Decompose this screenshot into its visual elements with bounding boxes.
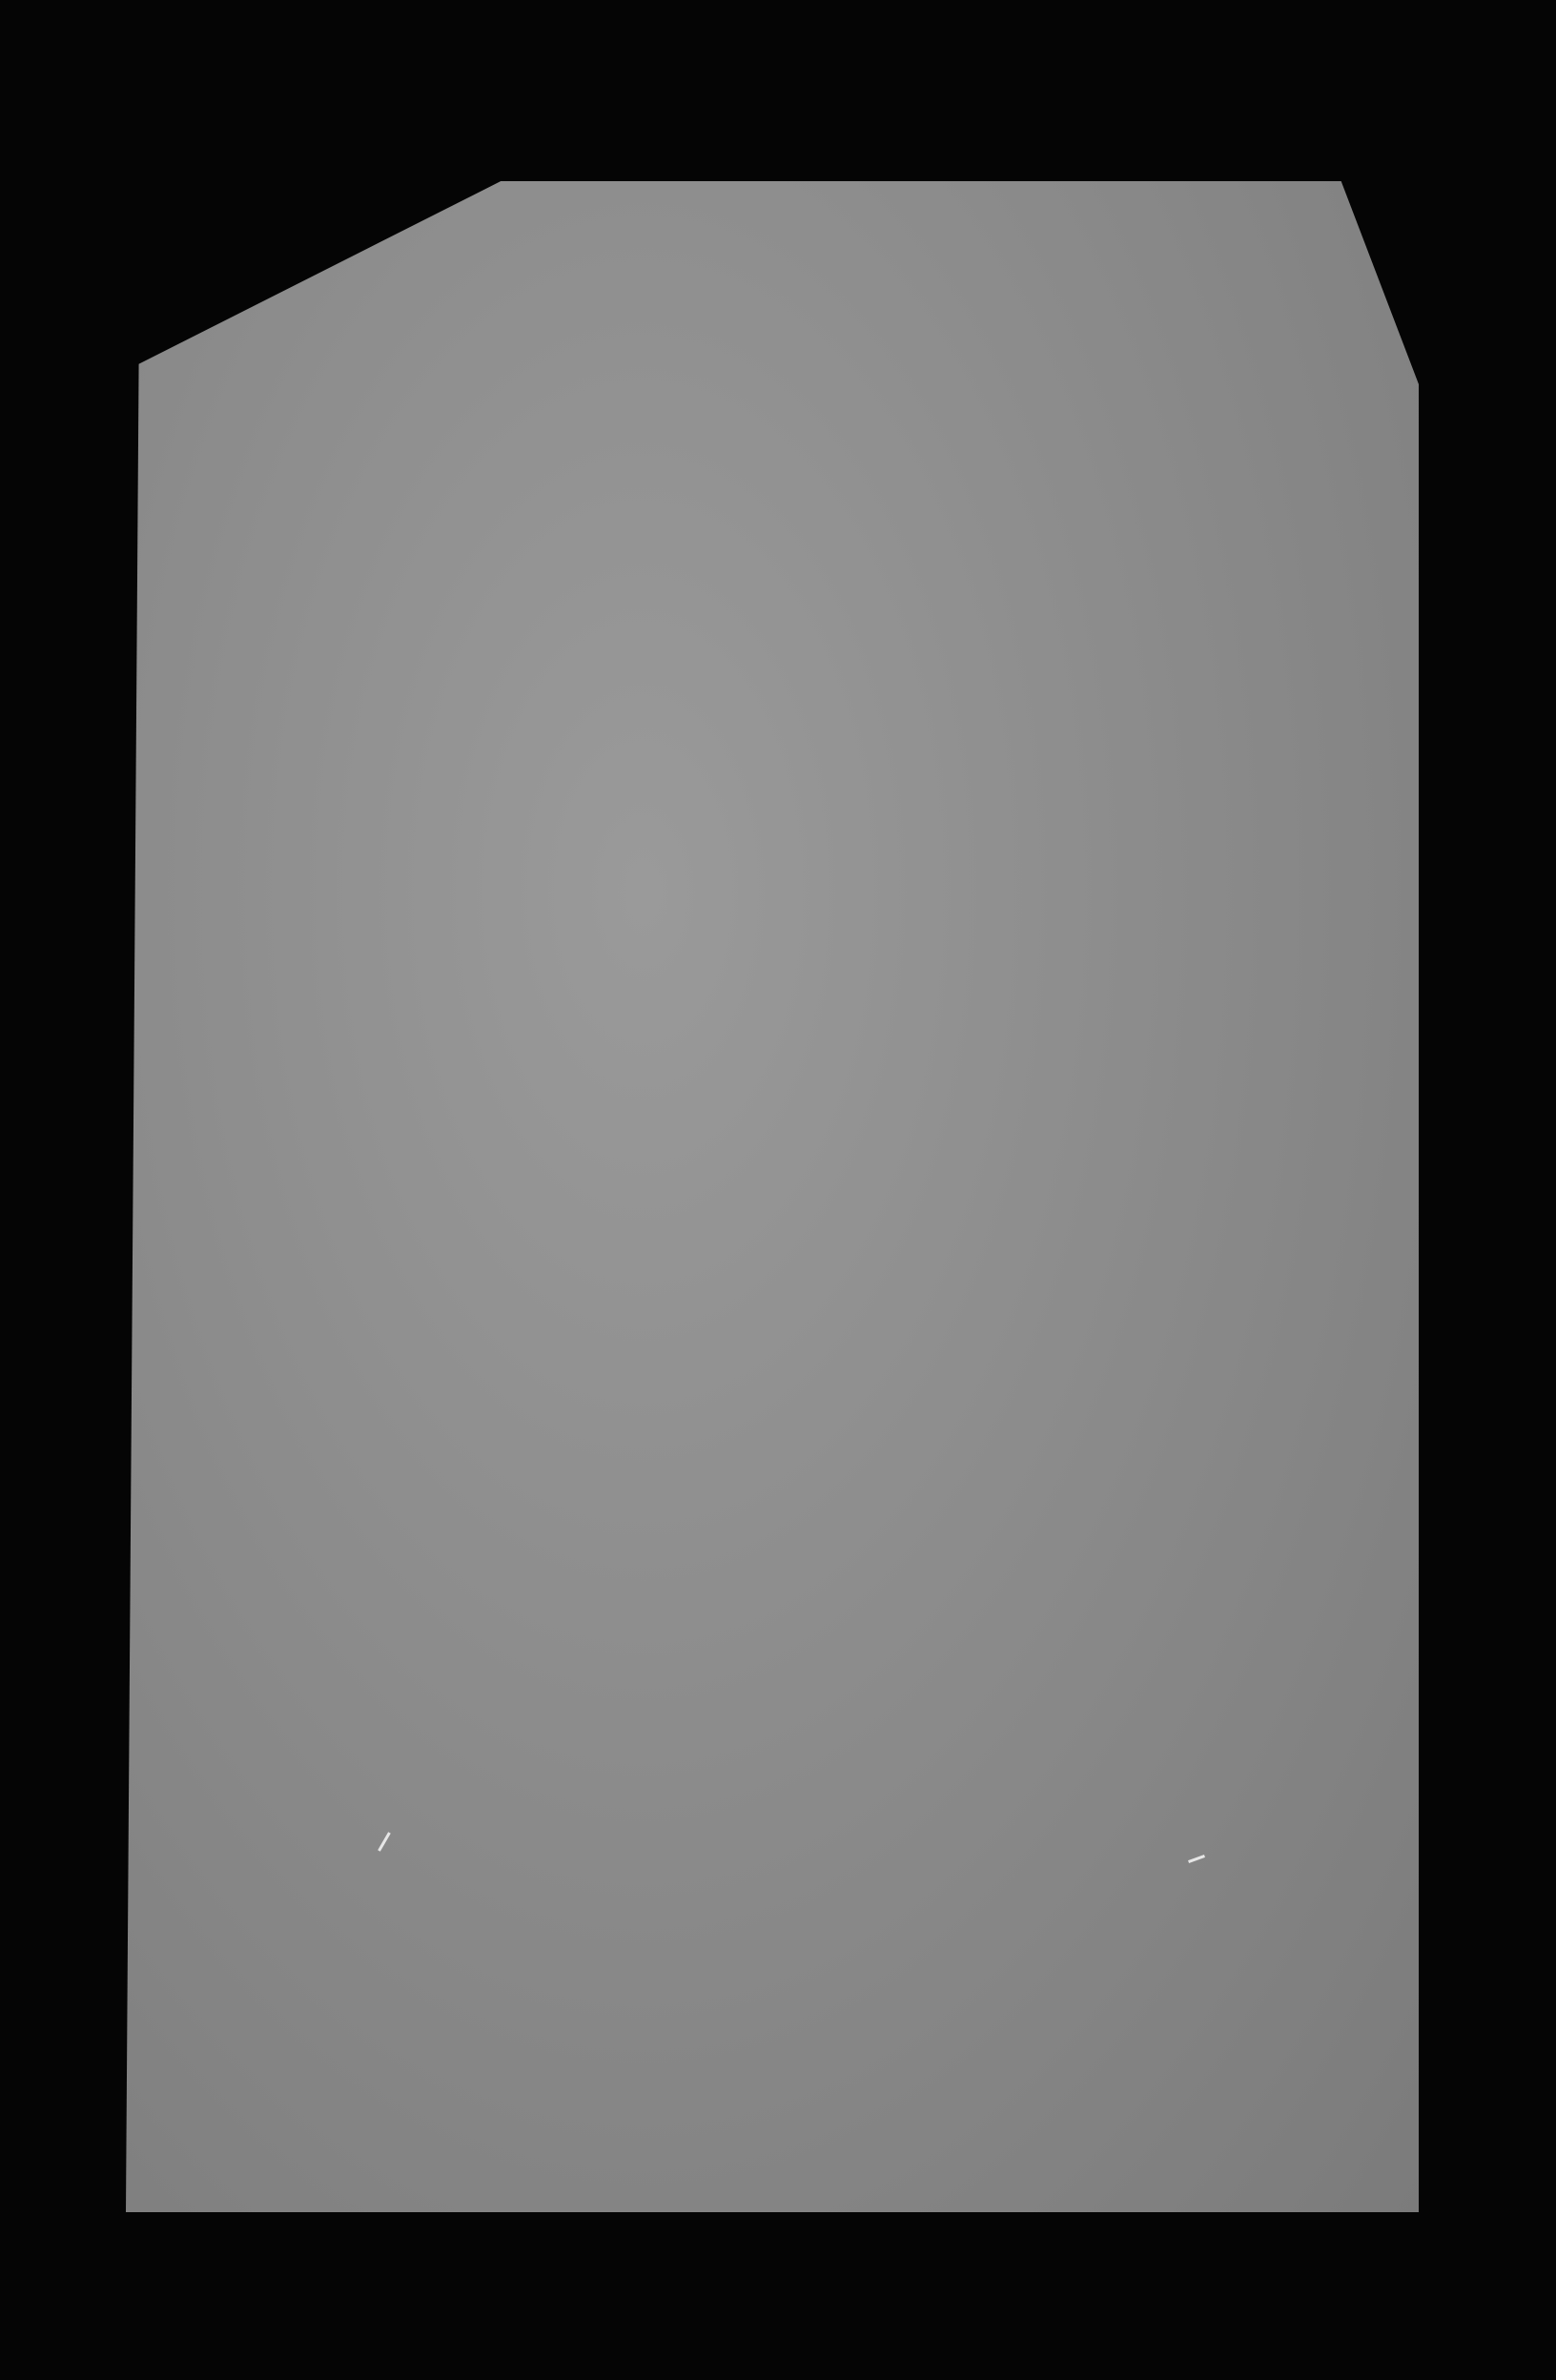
document-page <box>126 181 1419 2212</box>
volendam-cargo-line <box>578 1303 607 1409</box>
